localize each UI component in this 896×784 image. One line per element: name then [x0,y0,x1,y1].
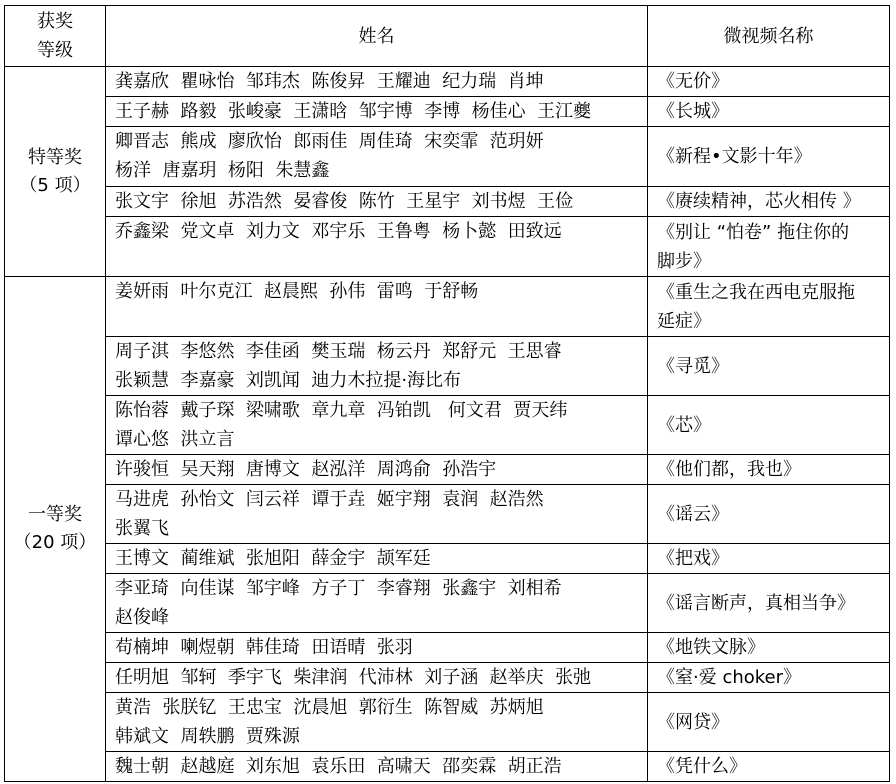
video-title-cell [648,217,890,277]
table-row [5,67,890,97]
header-level-line: 等级 [37,40,73,61]
names-cell [106,485,648,544]
awards-table [4,5,890,782]
names-line: 黄浩 张朕钇 王忠宝 沈晨旭 郭衍生 陈智威 苏炳旭 [115,697,544,718]
video-title-cell [648,544,890,574]
award-level-line: 特等奖 [28,146,82,168]
header-level [5,6,106,67]
names-line: 张翼飞 [115,518,169,539]
names-cell [106,277,648,337]
table-row [5,127,890,187]
video-title-line: 《别让 “怕卷” 拖住你的 [657,221,850,243]
video-title-line: 《无价》 [657,71,729,92]
table-row [5,277,890,337]
award-level-line: （5 项） [19,174,91,196]
video-title-line: 《赓续精神，芯火相传 》 [657,191,861,212]
video-title-cell [648,633,890,663]
table-row [5,97,890,127]
names-line: 苟楠坤 喇煜朝 韩佳琦 田语晴 张羽 [115,637,413,658]
names-cell [106,337,648,396]
video-title-cell [648,752,890,782]
video-title-line: 《寻觅》 [657,355,729,377]
video-title-cell [648,396,890,455]
names-cell [106,574,648,633]
video-title-cell [648,337,890,396]
names-cell [106,97,648,127]
video-title-cell [648,574,890,633]
video-title-line: 脚步》 [657,250,711,272]
table-row [5,574,890,633]
video-title-line: 《谣言断声，真相当争》 [657,592,855,614]
award-level [5,277,106,782]
award-level [5,67,106,277]
video-title-line: 《芯》 [657,414,711,436]
names-line: 王博文 蔺维斌 张旭阳 薛金宇 颉军廷 [115,548,431,569]
video-title-cell [648,97,890,127]
video-title-cell [648,485,890,544]
names-line: 乔鑫梁 党文卓 刘力文 邓宇乐 王鲁粤 杨卜懿 田致远 [115,221,562,242]
video-title-line: 延症》 [657,310,711,332]
header-title: 微视频名称 [648,6,890,67]
video-title-line: 《新程•文影十年》 [657,146,812,167]
names-cell [106,187,648,217]
names-line: 李亚琦 向佳谋 邹宇峰 方子丁 李睿翔 张鑫宇 刘相希 [115,578,562,599]
award-level-line: （20 项） [13,532,97,553]
table-row [5,752,890,782]
table-row [5,633,890,663]
header-row [5,6,890,67]
table-row [5,217,890,277]
table-row [5,187,890,217]
names-line: 周子淇 李悠然 李佳函 樊玉瑞 杨云丹 郑舒元 王思睿 [115,341,562,362]
video-title-line: 《把戏》 [657,548,729,569]
names-line: 卿晋志 熊成 廖欣怡 郎雨佳 周佳琦 宋奕霏 范玥妍 [115,131,544,152]
names-line: 陈怡蓉 戴子琛 梁啸歌 章九章 冯铂凯 何文君 贾天纬 [115,400,568,421]
video-title-cell [648,127,890,187]
names-cell [106,663,648,693]
video-title-line: 《谣云》 [657,503,729,525]
table-row [5,544,890,574]
names-cell [106,396,648,455]
names-cell [106,127,648,187]
video-title-cell [648,693,890,752]
names-cell [106,217,648,277]
table-row [5,455,890,485]
names-line: 张颖慧 李嘉豪 刘凯闻 迪力木拉提·海比布 [115,370,462,391]
names-line: 韩斌文 周轶鹏 贾殊源 [115,726,300,747]
names-cell [106,633,648,663]
names-line: 龚嘉欣 瞿咏怡 邹玮杰 陈俊昇 王耀迪 纪力瑞 肖坤 [115,71,544,92]
names-cell [106,752,648,782]
table-row [5,337,890,396]
table-row [5,693,890,752]
names-line: 谭心悠 洪立言 [115,429,235,450]
names-cell [106,455,648,485]
names-cell [106,544,648,574]
video-title-line: 《网贷》 [657,711,729,733]
names-line: 马进虎 孙怡文 闫云祥 谭于垚 姬宇翔 袁润 赵浩然 [115,489,544,510]
video-title-cell [648,277,890,337]
video-title-line: 《窒·爱 choker》 [657,667,802,688]
header-names: 姓名 [106,6,648,67]
video-title-line: 《凭什么》 [657,756,747,777]
names-line: 任明旭 邹轲 季宇飞 柴津润 代沛林 刘子涵 赵举庆 张弛 [115,667,592,688]
video-title-line: 《重生之我在西电克服拖 [657,281,855,303]
video-title-line: 《地铁文脉》 [657,637,765,658]
names-line: 赵俊峰 [115,607,169,628]
video-title-cell [648,455,890,485]
award-level-line: 一等奖 [28,504,82,525]
video-title-cell [648,663,890,693]
video-title-cell [648,67,890,97]
names-line: 姜妍雨 叶尔克江 赵晨熙 孙伟 雷鸣 于舒畅 [115,281,479,302]
video-title-line: 《长城》 [657,101,729,122]
names-line: 许骏恒 吴天翔 唐博文 赵泓洋 周鸿俞 孙浩宇 [115,459,497,480]
video-title-cell [648,187,890,217]
table-row [5,485,890,544]
header-level-line: 获奖 [37,11,73,32]
names-line: 杨洋 唐嘉玥 杨阳 朱慧鑫 [115,160,330,181]
names-line: 王子赫 路毅 张峻豪 王潇晗 邹宇博 李博 杨佳心 王江夔 [115,101,592,122]
video-title-line: 《他们都，我也》 [657,459,801,480]
table-row [5,663,890,693]
names-cell [106,67,648,97]
names-line: 张文宇 徐旭 苏浩然 晏睿俊 陈竹 王星宇 刘书煜 王俭 [115,191,574,212]
table-row [5,396,890,455]
names-cell [106,693,648,752]
names-line: 魏士朝 赵越庭 刘东旭 袁乐田 高啸天 邵奕霖 胡正浩 [115,756,562,777]
